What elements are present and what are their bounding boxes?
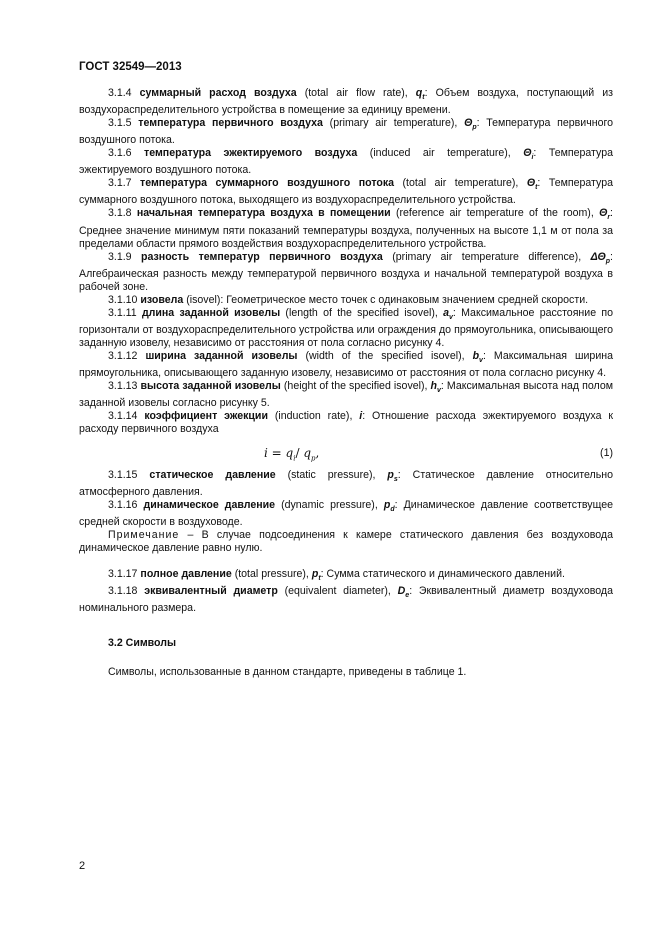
definition-symbol-subscript: i bbox=[531, 154, 534, 162]
section-body: Символы, использованные в данном стандарте, приведены в таблице 1. bbox=[108, 666, 467, 679]
definition-term: динамическое давление bbox=[143, 499, 276, 512]
definition-text: : Температура эжектируемого воздушного потока. bbox=[79, 147, 613, 177]
definition-number: 3.1.5 bbox=[108, 117, 132, 130]
definition-english: (primary air temperature difference), bbox=[382, 250, 591, 263]
definition-symbol: h bbox=[430, 379, 438, 392]
definition-english: (total air temperature), bbox=[394, 177, 527, 190]
definition-english: (length of the specified isovel), bbox=[280, 306, 444, 319]
definition-text: Геометрическое место точек с одинаковым значением средней скорости. bbox=[226, 293, 589, 306]
definition-text: : Отношение расхода эжектируемого воздуха к расходу первичного воздуха bbox=[79, 409, 613, 435]
definitions-list-3 bbox=[79, 568, 613, 615]
definition-term: полное давление bbox=[140, 568, 232, 581]
definition-term: статическое давление bbox=[149, 468, 276, 481]
definition-item bbox=[79, 499, 613, 529]
definition-symbol: p bbox=[383, 499, 391, 512]
definition-item bbox=[79, 585, 613, 615]
definition-text: : Максимальная ширина прямоугольника, описывающего заданную изовелу, независимо от расстояния от пола согласно рисунку 4. bbox=[79, 349, 613, 379]
definition-symbol-subscript: p bbox=[605, 257, 611, 265]
definition-number: 3.1.11 bbox=[108, 306, 137, 319]
formula-number: (1) bbox=[600, 446, 613, 459]
definition-item bbox=[79, 568, 613, 585]
definition-symbol: p bbox=[311, 568, 319, 581]
definitions-list bbox=[79, 87, 613, 436]
definition-english: (equivalent diameter), bbox=[277, 585, 398, 598]
formula-expression: $i = q_i/$ $q_p$, bbox=[264, 445, 320, 463]
formula-1 bbox=[79, 441, 613, 467]
definition-symbol-subscript: e bbox=[405, 592, 410, 600]
definition-number: 3.1.13 bbox=[108, 379, 138, 392]
definition-item bbox=[79, 350, 613, 380]
definition-item bbox=[79, 251, 613, 294]
definition-term: коэффициент эжекции bbox=[144, 409, 268, 422]
definition-english: (width of the specified isovel), bbox=[297, 349, 473, 362]
definition-term: эквивалентный диаметр bbox=[144, 585, 278, 598]
definition-symbol-subscript: t bbox=[422, 94, 425, 102]
definition-symbol: Θ bbox=[526, 177, 536, 190]
definition-term: температура первичного воздуха bbox=[138, 117, 323, 130]
definition-english: (reference air temperature of the room), bbox=[390, 207, 600, 220]
definition-text: : Максимальное расстояние по горизонтали от воздухораспределительного устройства или ограждения до прямоугольника, описывающего заданную изовелу, независимо от расстояния от пола согласно рисунку 4. bbox=[79, 306, 613, 349]
definition-english: (primary air temperature), bbox=[322, 117, 465, 130]
definition-text: : Алгебраическая разность между температурой первичного воздуха и начальной температурой воздуха в рабочей зоне. bbox=[79, 250, 613, 293]
definition-symbol-subscript: d bbox=[390, 506, 395, 514]
definition-symbol-subscript: v bbox=[437, 386, 441, 394]
definition-term: изовела bbox=[140, 293, 184, 306]
definition-symbol: i bbox=[359, 409, 363, 422]
definition-term: суммарный расход воздуха bbox=[139, 87, 297, 99]
definition-symbol: b bbox=[472, 349, 480, 362]
definition-symbol-subscript: t bbox=[318, 575, 321, 583]
definition-english: (isovel): bbox=[183, 293, 227, 306]
definition-number: 3.1.8 bbox=[108, 207, 132, 220]
definition-term: температура суммарного воздушного потока bbox=[140, 177, 395, 190]
definition-term: начальная температура воздуха в помещении bbox=[136, 207, 391, 220]
definition-symbol-subscript: v bbox=[479, 356, 483, 364]
definition-english: (total air flow rate), bbox=[296, 87, 416, 99]
definition-item bbox=[79, 177, 613, 207]
definitions-list-2 bbox=[79, 469, 613, 529]
definition-number: 3.1.12 bbox=[108, 349, 138, 362]
definition-text: : Эквивалентный диаметр воздуховода номинального размера. bbox=[79, 585, 613, 615]
definition-term: разность температур первичного воздуха bbox=[141, 250, 383, 263]
note bbox=[79, 529, 613, 555]
definition-symbol-subscript: t bbox=[535, 184, 538, 192]
definition-symbol: Θ bbox=[523, 147, 532, 160]
definition-english: (total pressure), bbox=[231, 568, 312, 581]
definition-item bbox=[79, 294, 613, 307]
note-text: – В случае подсоединения к камере статического давления без воздуховода динамическое давление равно нулю. bbox=[79, 529, 613, 555]
definition-text: : Объем воздуха, поступающий из воздухораспределительного устройства в помещение за единицу времени. bbox=[79, 87, 614, 117]
definition-item bbox=[79, 87, 613, 117]
document-body bbox=[79, 87, 613, 679]
definition-term: температура эжектируемого воздуха bbox=[144, 147, 358, 160]
definition-item bbox=[79, 147, 613, 177]
definition-item bbox=[79, 307, 613, 350]
document-header: ГОСТ 32549—2013 bbox=[79, 61, 182, 73]
definition-english: (height of the specified isovel), bbox=[280, 379, 431, 392]
definition-number: 3.1.17 bbox=[108, 568, 138, 581]
definition-english: (induced air temperature), bbox=[357, 147, 524, 160]
definition-symbol-subscript: r bbox=[607, 214, 611, 222]
definition-symbol-subscript: v bbox=[449, 313, 453, 321]
definition-item bbox=[79, 410, 613, 436]
definition-number: 3.1.14 bbox=[108, 409, 138, 422]
definition-text: : Динамическое давление соответствущее средней скорости в воздуховоде. bbox=[79, 499, 613, 529]
definition-text: : Максимальная высота над полом заданной изовелы согласно рисунку 5. bbox=[79, 379, 613, 409]
definition-symbol: a bbox=[443, 306, 449, 319]
definition-number: 3.1.7 bbox=[108, 177, 132, 190]
definition-term: длина заданной изовелы bbox=[141, 306, 281, 319]
definition-text: : Температура первичного воздушного потока. bbox=[79, 117, 614, 147]
definition-number: 3.1.6 bbox=[108, 147, 132, 160]
definition-number: 3.1.4 bbox=[108, 87, 132, 99]
definition-text: : Сумма статического и динамического давлений. bbox=[320, 568, 565, 581]
definition-symbol-subscript: p bbox=[472, 124, 477, 132]
definition-symbol: q bbox=[415, 87, 423, 99]
definition-number: 3.1.18 bbox=[108, 585, 138, 598]
definition-symbol: Θ bbox=[599, 207, 608, 220]
definition-english: (dynamic pressure), bbox=[275, 499, 384, 512]
definition-number: 3.1.16 bbox=[108, 499, 138, 512]
definition-text: : Статическое давление относительно атмосферного давления. bbox=[79, 468, 613, 499]
definition-item bbox=[79, 469, 613, 499]
definition-number: 3.1.15 bbox=[108, 468, 138, 481]
page-number: 2 bbox=[79, 860, 86, 872]
definition-english: (static pressure), bbox=[275, 468, 388, 481]
section-title: 3.2 Символы bbox=[108, 637, 177, 650]
definition-symbol: ΔΘ bbox=[590, 250, 606, 263]
note-label: Примечание bbox=[108, 529, 180, 542]
definition-item bbox=[79, 117, 613, 147]
definition-english: (induction rate), bbox=[267, 409, 360, 422]
definition-symbol-subscript: s bbox=[393, 476, 398, 484]
definition-term: высота заданной изовелы bbox=[140, 379, 281, 392]
definition-text: : Температура суммарного воздушного потока, выходящего из воздухораспределительного устройства. bbox=[79, 177, 613, 207]
definition-symbol: Θ bbox=[464, 117, 473, 130]
definition-number: 3.1.10 bbox=[108, 293, 138, 306]
definition-term: ширина заданной изовелы bbox=[145, 349, 298, 362]
definition-number: 3.1.9 bbox=[108, 250, 132, 263]
definition-symbol: D bbox=[397, 585, 406, 598]
definition-item bbox=[79, 207, 613, 250]
definition-symbol: p bbox=[387, 468, 394, 481]
definition-text: : Среднее значение минимум пяти показаний температуры воздуха, полученных на высоте 1,1 м от пола за пределами области прямого воздействия воздухораспределительного устройства. bbox=[79, 207, 613, 250]
definition-item bbox=[79, 380, 613, 410]
